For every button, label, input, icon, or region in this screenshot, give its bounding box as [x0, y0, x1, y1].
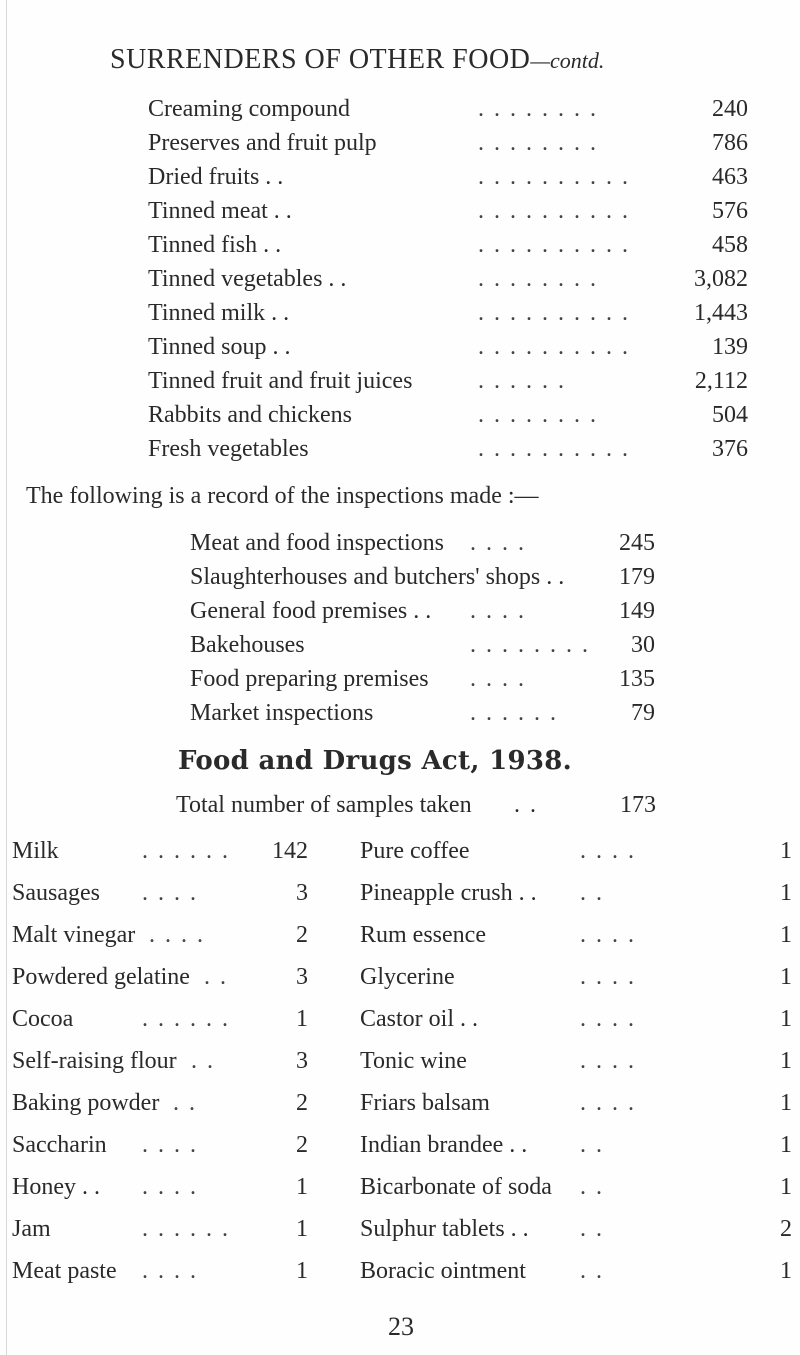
- surrender-leader: . . . . . . . .: [478, 266, 598, 292]
- sample-leader: . . . .: [580, 1090, 636, 1116]
- inspection-row: [190, 666, 655, 700]
- surrender-leader: . . . . . . . .: [478, 402, 598, 428]
- sample-leader: . .: [580, 1132, 604, 1158]
- surrender-label: Tinned meat . .: [148, 198, 292, 224]
- sample-label: Rum essence: [360, 922, 486, 948]
- inspection-row: [190, 700, 655, 734]
- surrender-label: Tinned fruit and fruit juices: [148, 368, 413, 394]
- sample-leader: . .: [204, 964, 228, 990]
- surrender-leader: . . . . . . . . . .: [478, 164, 630, 190]
- sample-row: [12, 1006, 308, 1046]
- sample-value: 2: [296, 922, 308, 948]
- inspection-leader: . . . . . .: [470, 700, 558, 726]
- sample-value: 1: [780, 1132, 792, 1158]
- sample-label: Honey . .: [12, 1174, 100, 1200]
- sample-label: Saccharin: [12, 1132, 107, 1158]
- surrender-value: 1,443: [694, 300, 748, 326]
- sample-row: [360, 1258, 792, 1298]
- sample-leader: . . . .: [142, 1258, 198, 1284]
- inspection-value: 179: [619, 564, 655, 590]
- surrender-label: Dried fruits . .: [148, 164, 284, 190]
- sample-value: 1: [780, 922, 792, 948]
- sample-leader: . . . .: [149, 922, 205, 948]
- sample-value: 1: [780, 1258, 792, 1284]
- sample-value: 1: [296, 1174, 308, 1200]
- sample-leader: . . . .: [142, 1174, 198, 1200]
- sample-value: 1: [780, 964, 792, 990]
- sample-leader: . . . .: [580, 1006, 636, 1032]
- sample-value: 1: [296, 1216, 308, 1242]
- surrender-value: 3,082: [694, 266, 748, 292]
- inspection-label: Food preparing premises: [190, 666, 429, 692]
- inspection-label: Slaughterhouses and butchers' shops . .: [190, 564, 565, 590]
- sample-row: [12, 1048, 308, 1088]
- surrender-leader: . . . . . . . .: [478, 130, 598, 156]
- sample-leader: . . . .: [580, 838, 636, 864]
- surrender-value: 240: [712, 96, 748, 122]
- surrender-leader: . . . . . . . .: [478, 96, 598, 122]
- sample-label: Meat paste: [12, 1258, 117, 1284]
- inspection-label: Meat and food inspections: [190, 530, 444, 556]
- sample-label: Bicarbonate of soda: [360, 1174, 552, 1200]
- inspection-label: General food premises . .: [190, 598, 432, 624]
- sample-value: 3: [296, 1048, 308, 1074]
- sample-leader: . .: [580, 1174, 604, 1200]
- sample-leader: . .: [580, 880, 604, 906]
- sample-label: Powdered gelatine: [12, 964, 190, 990]
- sample-leader: . .: [173, 1090, 197, 1116]
- sample-label: Boracic ointment: [360, 1258, 526, 1284]
- inspection-leader: . . . .: [470, 666, 526, 692]
- surrender-leader: . . . . . . . . . .: [478, 334, 630, 360]
- sample-label: Indian brandee . .: [360, 1132, 528, 1158]
- inspection-value: 79: [631, 700, 655, 726]
- total-samples-leader: . .: [514, 792, 538, 818]
- inspections-intro: The following is a record of the inspections made :—: [26, 483, 539, 509]
- surrender-label: Tinned milk . .: [148, 300, 290, 326]
- page-heading: [110, 44, 604, 76]
- sample-label: Glycerine: [360, 964, 455, 990]
- surrender-label: Tinned fish . .: [148, 232, 282, 258]
- sample-row: [360, 838, 792, 878]
- sample-label: Tonic wine: [360, 1048, 467, 1074]
- sample-label: Pineapple crush . .: [360, 880, 537, 906]
- sample-row: [360, 1090, 792, 1130]
- sample-row: [360, 880, 792, 920]
- sample-value: 1: [780, 838, 792, 864]
- sample-label: Malt vinegar: [12, 922, 136, 948]
- inspection-value: 135: [619, 666, 655, 692]
- inspection-label: Bakehouses: [190, 632, 305, 658]
- surrender-value: 376: [712, 436, 748, 462]
- inspection-value: 149: [619, 598, 655, 624]
- sample-leader: . . . .: [142, 1132, 198, 1158]
- inspection-value: 30: [631, 632, 655, 658]
- surrender-row: [148, 436, 748, 470]
- sample-value: 1: [296, 1258, 308, 1284]
- sample-value: 2: [296, 1132, 308, 1158]
- surrender-row: [148, 334, 748, 368]
- surrender-row: [148, 96, 748, 130]
- sample-value: 1: [780, 1090, 792, 1116]
- surrender-value: 504: [712, 402, 748, 428]
- sample-value: 2: [296, 1090, 308, 1116]
- sample-row: [360, 1048, 792, 1088]
- surrender-row: [148, 198, 748, 232]
- inspection-row: [190, 598, 655, 632]
- sample-leader: . . . .: [580, 922, 636, 948]
- surrender-row: [148, 402, 748, 436]
- sample-label: Milk: [12, 838, 59, 864]
- surrender-leader: . . . . . . . . . .: [478, 300, 630, 326]
- inspection-row: [190, 564, 655, 598]
- sample-row: [12, 1216, 308, 1256]
- sample-row: [12, 880, 308, 920]
- sample-row: [12, 964, 308, 1004]
- total-samples-value: 173: [620, 792, 656, 818]
- sample-row: [12, 922, 308, 962]
- surrender-value: 463: [712, 164, 748, 190]
- sample-value: 1: [780, 880, 792, 906]
- surrender-leader: . . . . . .: [478, 368, 566, 394]
- sample-label: Castor oil . .: [360, 1006, 478, 1032]
- surrender-leader: . . . . . . . . . .: [478, 232, 630, 258]
- sample-value: 1: [296, 1006, 308, 1032]
- sample-row: [12, 1174, 308, 1214]
- inspection-value: 245: [619, 530, 655, 556]
- sample-value: 1: [780, 1048, 792, 1074]
- heading-contd: —contd.: [530, 48, 605, 73]
- sample-row: [360, 922, 792, 962]
- surrender-value: 786: [712, 130, 748, 156]
- sample-label: Cocoa: [12, 1006, 74, 1032]
- sample-leader: . . . .: [142, 880, 198, 906]
- sample-label: Jam: [12, 1216, 51, 1242]
- surrender-label: Fresh vegetables: [148, 436, 309, 462]
- surrender-row: [148, 266, 748, 300]
- total-samples-label: Total number of samples taken: [176, 792, 472, 818]
- surrender-label: Tinned soup . .: [148, 334, 291, 360]
- surrender-row: [148, 232, 748, 266]
- sample-leader: . .: [191, 1048, 215, 1074]
- sample-label: Sausages: [12, 880, 100, 906]
- sample-label: Sulphur tablets . .: [360, 1216, 529, 1242]
- sample-leader: . . . . . .: [142, 838, 230, 864]
- surrender-label: Creaming compound: [148, 96, 350, 122]
- sample-label: Friars balsam: [360, 1090, 490, 1116]
- surrender-value: 458: [712, 232, 748, 258]
- inspection-row: [190, 530, 655, 564]
- sample-row: [360, 1132, 792, 1172]
- inspection-label: Market inspections: [190, 700, 374, 726]
- surrender-leader: . . . . . . . . . .: [478, 436, 630, 462]
- sample-label: Pure coffee: [360, 838, 470, 864]
- inspection-leader: . . . .: [470, 530, 526, 556]
- surrender-row: [148, 164, 748, 198]
- sample-leader: . . . .: [580, 964, 636, 990]
- surrender-row: [148, 300, 748, 334]
- surrender-leader: . . . . . . . . . .: [478, 198, 630, 224]
- sample-row: [360, 1174, 792, 1214]
- sample-leader: . .: [580, 1258, 604, 1284]
- sample-row: [360, 1006, 792, 1046]
- total-samples-row: [176, 792, 656, 826]
- sample-leader: . . . .: [580, 1048, 636, 1074]
- inspection-row: [190, 632, 655, 666]
- sample-value: 3: [296, 964, 308, 990]
- sample-row: [12, 838, 308, 878]
- sample-leader: . . . . . .: [142, 1006, 230, 1032]
- page-number: 23: [388, 1312, 414, 1341]
- inspection-leader: . . . .: [470, 598, 526, 624]
- inspection-leader: . . . . . . . .: [470, 632, 590, 658]
- surrender-value: 139: [712, 334, 748, 360]
- surrender-label: Tinned vegetables . .: [148, 266, 347, 292]
- surrender-row: [148, 130, 748, 164]
- surrender-label: Rabbits and chickens: [148, 402, 352, 428]
- sample-label: Baking powder: [12, 1090, 160, 1116]
- sample-row: [360, 964, 792, 1004]
- act-title: Food and Drugs Act, 1938.: [178, 746, 572, 776]
- sample-value: 142: [272, 838, 308, 864]
- sample-row: [12, 1132, 308, 1172]
- sample-value: 1: [780, 1174, 792, 1200]
- sample-row: [360, 1216, 792, 1256]
- surrender-row: [148, 368, 748, 402]
- sample-row: [12, 1090, 308, 1130]
- sample-label: Self-raising flour: [12, 1048, 177, 1074]
- surrender-label: Preserves and fruit pulp: [148, 130, 377, 156]
- page-edge-line: [6, 0, 7, 1355]
- sample-row: [12, 1258, 308, 1298]
- sample-leader: . .: [580, 1216, 604, 1242]
- surrender-value: 2,112: [694, 368, 748, 394]
- heading-main: SURRENDERS OF OTHER FOOD: [110, 44, 531, 75]
- sample-leader: . . . . . .: [142, 1216, 230, 1242]
- sample-value: 3: [296, 880, 308, 906]
- sample-value: 1: [780, 1006, 792, 1032]
- surrender-value: 576: [712, 198, 748, 224]
- sample-value: 2: [780, 1216, 792, 1242]
